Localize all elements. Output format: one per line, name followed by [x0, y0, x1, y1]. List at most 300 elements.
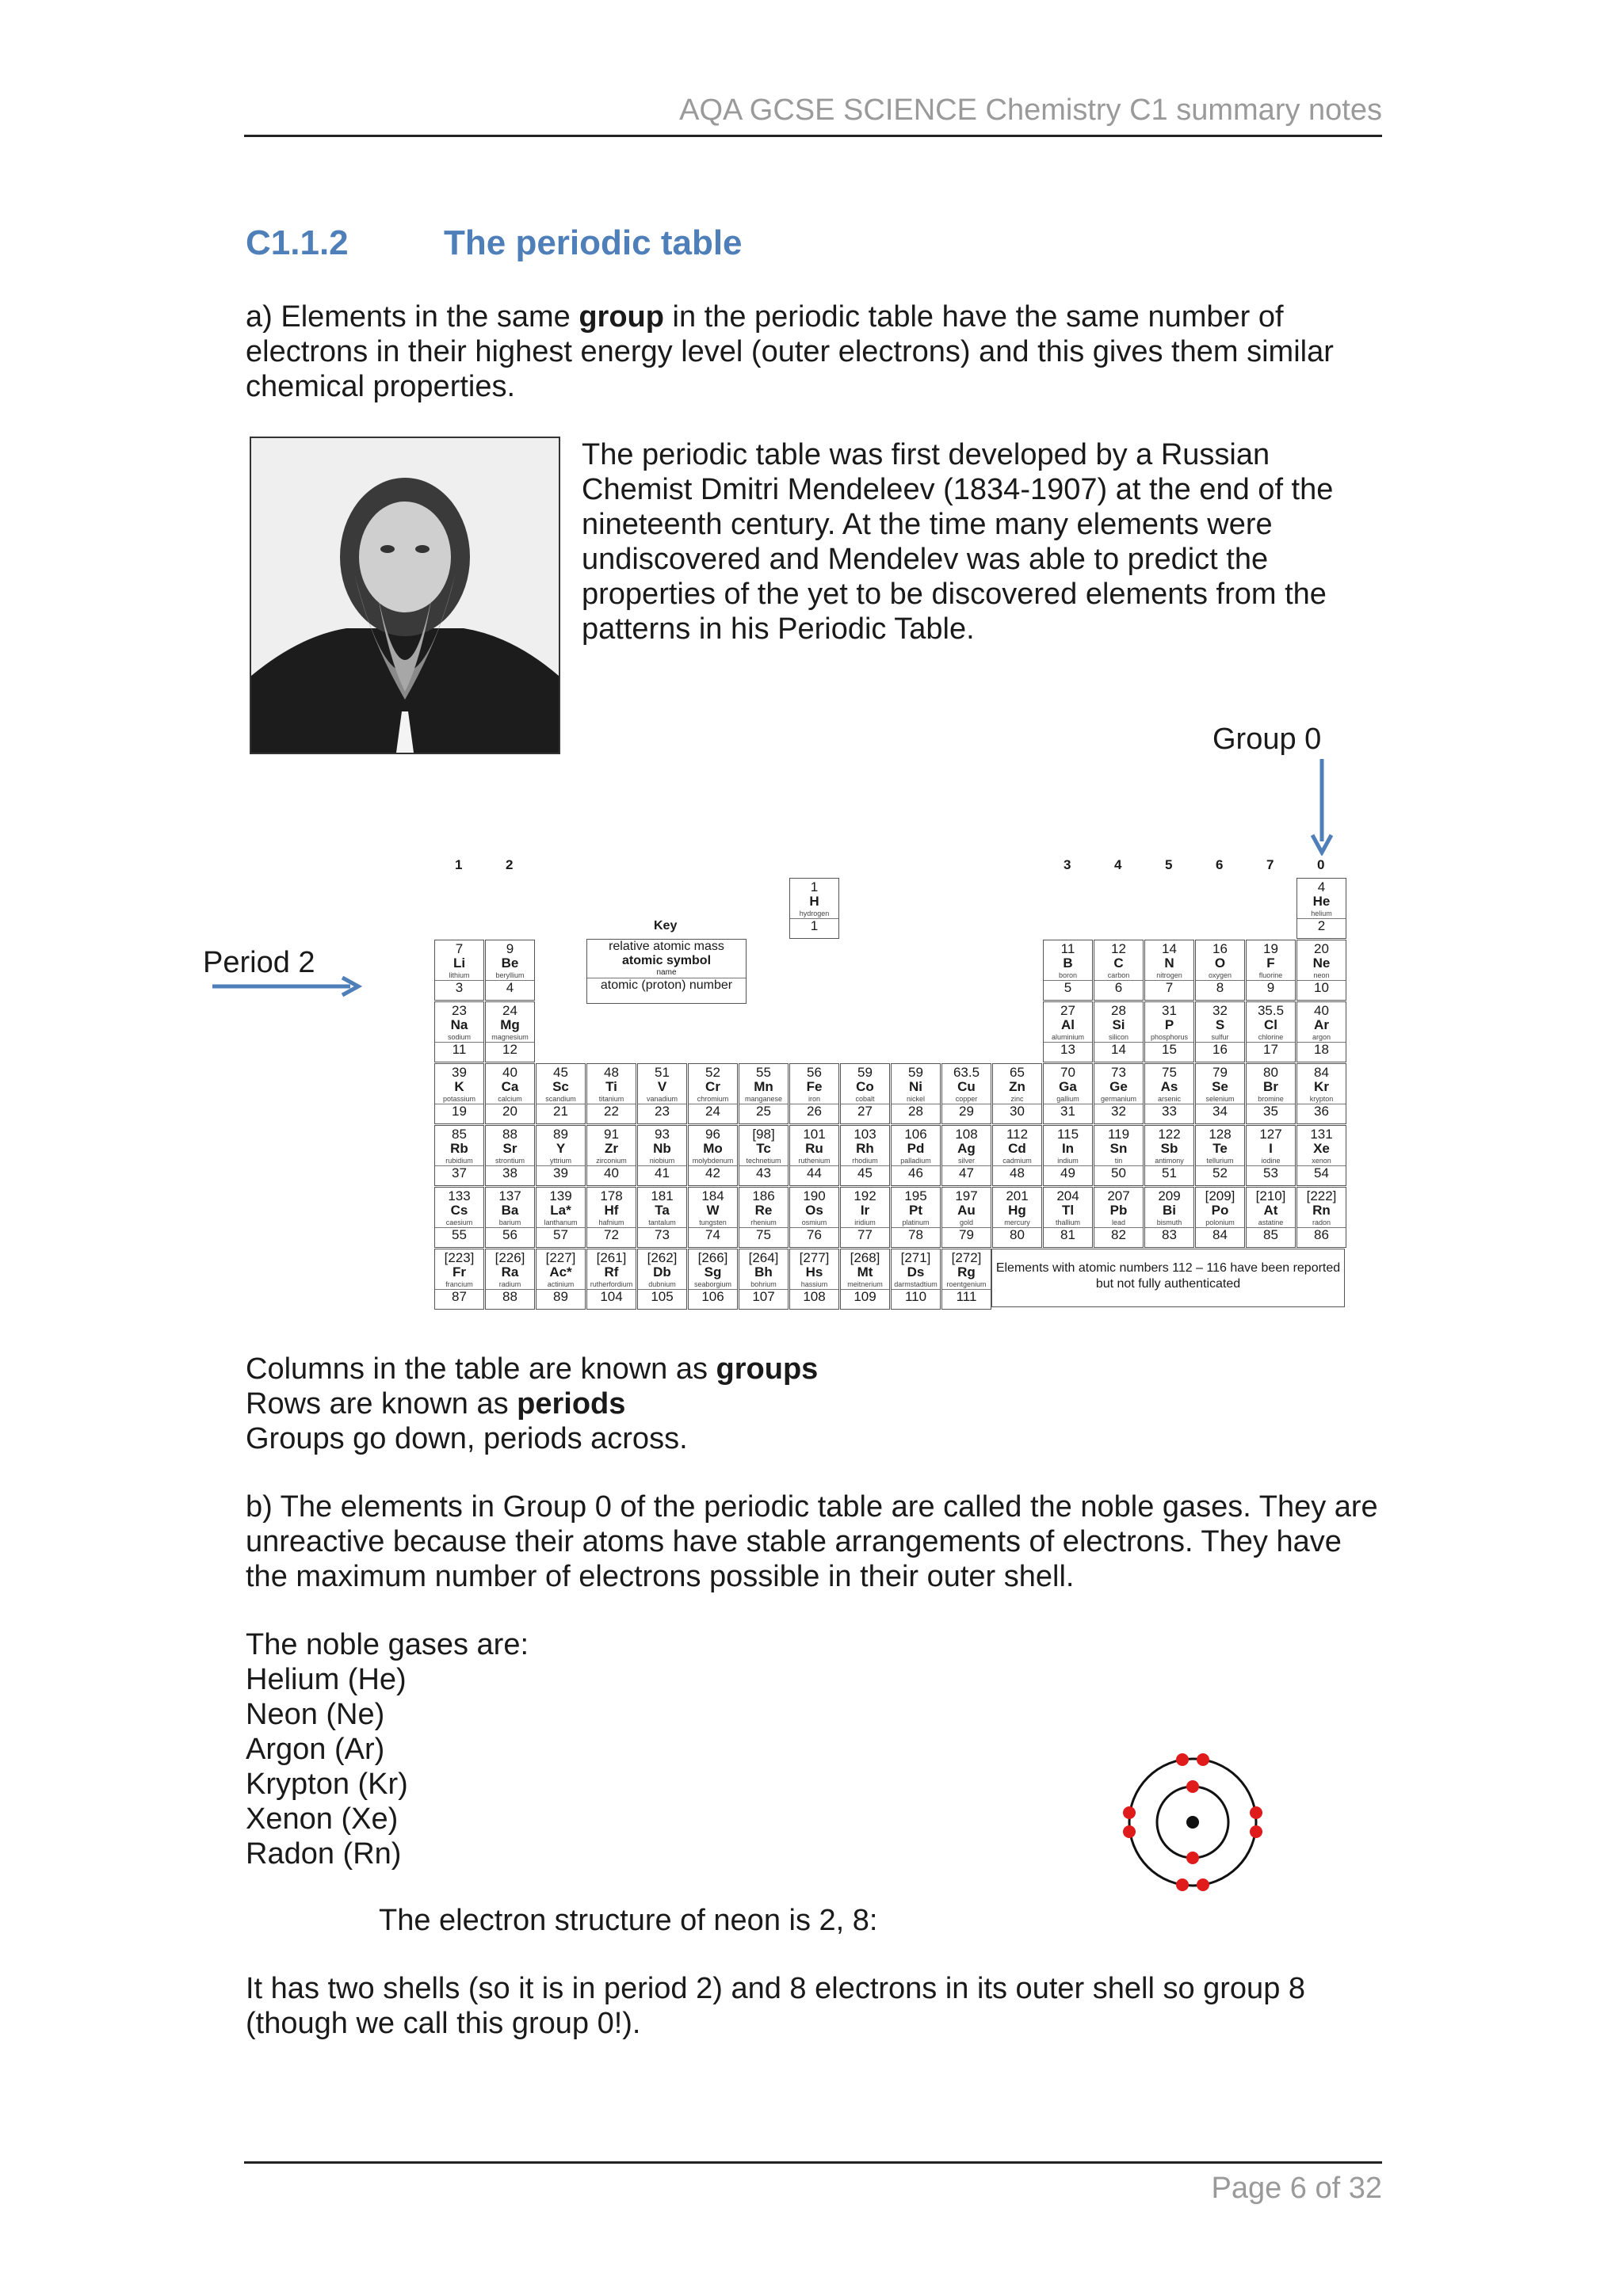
element-name: scandium: [545, 1095, 576, 1103]
element-cell-co: [840, 1063, 890, 1124]
group-header: 5: [1165, 857, 1173, 872]
header-title: AQA GCSE SCIENCE Chemistry C1 summary notes: [679, 93, 1382, 127]
list-item: Helium (He): [246, 1663, 407, 1696]
element-cell-xe: [1296, 1125, 1346, 1186]
element-mass: 24: [502, 1003, 517, 1018]
element-name: oxygen: [1208, 971, 1232, 979]
element-symbol: Mt: [857, 1264, 873, 1280]
element-cell-fr: [434, 1249, 484, 1310]
element-symbol: Cu: [957, 1079, 976, 1094]
element-number: 54: [1297, 1165, 1346, 1180]
element-cell-rh: [840, 1125, 890, 1186]
element-name: tantalum: [648, 1219, 676, 1226]
element-number: 48: [993, 1165, 1041, 1180]
element-cell-tc: [739, 1125, 789, 1186]
element-name: sodium: [447, 1033, 471, 1041]
element-name: tungsten: [699, 1219, 727, 1226]
element-number: 50: [1094, 1165, 1143, 1180]
element-number: 52: [1196, 1165, 1244, 1180]
element-cell-hf: [586, 1187, 636, 1248]
element-mass: 184: [701, 1188, 724, 1203]
element-mass: 127: [1259, 1127, 1282, 1142]
element-number: 77: [841, 1227, 889, 1242]
element-mass: 112: [1006, 1127, 1029, 1142]
element-cell-la: [536, 1187, 586, 1248]
element-number: 20: [486, 1104, 534, 1119]
element-symbol: In: [1061, 1141, 1075, 1156]
paragraph-a: [246, 299, 1379, 404]
element-mass: 204: [1056, 1188, 1079, 1203]
element-mass: 73: [1111, 1065, 1126, 1080]
element-symbol: Sn: [1109, 1141, 1128, 1156]
period2-label: Period 2: [203, 946, 315, 979]
element-cell-db: [637, 1249, 687, 1310]
element-mass: 91: [604, 1127, 619, 1142]
element-symbol: K: [454, 1079, 464, 1094]
element-mass: 16: [1212, 941, 1228, 956]
element-mass: 51: [655, 1065, 670, 1080]
element-symbol: Rf: [604, 1264, 619, 1280]
element-mass: 75: [1162, 1065, 1177, 1080]
element-cell-cu: [941, 1063, 991, 1124]
element-cell-hs: [789, 1249, 839, 1310]
element-number: 29: [942, 1104, 991, 1119]
element-number: 76: [790, 1227, 838, 1242]
intro-paragraph: The periodic table was first developed by a Russian Chemist Dmitri Mendeleev (1834-1907) at the end of the nineteenth century. At the time many elements were undiscovered and Mendelev was able to predict the properties of the yet to be discovered elements from the patterns in his Periodic Table.: [582, 438, 1334, 646]
element-name: copper: [955, 1095, 978, 1103]
element-mass: 9: [506, 941, 514, 956]
element-mass: 11: [1060, 941, 1075, 956]
element-symbol: Mo: [703, 1141, 723, 1156]
element-symbol: At: [1263, 1203, 1278, 1218]
element-cell-po: [1195, 1187, 1245, 1248]
element-number: 85: [1247, 1227, 1295, 1242]
element-mass: [262]: [647, 1250, 678, 1265]
element-symbol: Si: [1112, 1017, 1125, 1032]
element-mass: [268]: [850, 1250, 880, 1265]
element-number: 106: [689, 1289, 737, 1304]
periodic-table-note: Elements with atomic numbers 112 – 116 have been reported but not fully authenticated: [991, 1249, 1345, 1307]
columns-block: [246, 1352, 1379, 1456]
element-symbol: Db: [653, 1264, 671, 1280]
element-number: 111: [942, 1289, 991, 1304]
element-cell-cs: [434, 1187, 484, 1248]
key-symbol: atomic symbol: [621, 954, 712, 967]
element-symbol: P: [1164, 1017, 1174, 1032]
element-name: actinium: [547, 1280, 575, 1288]
element-name: meitnerium: [847, 1280, 883, 1288]
element-mass: [222]: [1306, 1188, 1337, 1203]
element-symbol: I: [1269, 1141, 1273, 1156]
element-number: 75: [739, 1227, 788, 1242]
element-name: zirconium: [596, 1157, 627, 1165]
element-mass: 197: [955, 1188, 978, 1203]
element-number: 45: [841, 1165, 889, 1180]
page-header: [244, 93, 1382, 137]
element-name: magnesium: [491, 1033, 529, 1041]
element-name: cobalt: [855, 1095, 875, 1103]
element-name: niobium: [649, 1157, 675, 1165]
group-header: 7: [1266, 857, 1274, 872]
element-cell-os: [789, 1187, 839, 1248]
element-name: argon: [1312, 1033, 1331, 1041]
element-mass: 56: [807, 1065, 822, 1080]
element-name: dubnium: [648, 1280, 676, 1288]
element-cell-zn: [992, 1063, 1042, 1124]
element-mass: 27: [1060, 1003, 1075, 1018]
element-mass: 85: [452, 1127, 467, 1142]
element-name: osmium: [801, 1219, 827, 1226]
element-name: vanadium: [646, 1095, 678, 1103]
element-cell-nb: [637, 1125, 687, 1186]
element-number: 53: [1247, 1165, 1295, 1180]
element-name: lanthanum: [544, 1219, 578, 1226]
page-number: Page 6 of 32: [1211, 2172, 1382, 2205]
element-cell-sr: [485, 1125, 535, 1186]
element-mass: 59: [908, 1065, 923, 1080]
key-number: atomic (proton) number: [587, 978, 746, 993]
element-mass: 201: [1006, 1188, 1029, 1203]
element-cell-ru: [789, 1125, 839, 1186]
element-name: strontium: [495, 1157, 525, 1165]
element-name: chromium: [697, 1095, 729, 1103]
element-name: chlorine: [1258, 1033, 1284, 1041]
element-name: iridium: [854, 1219, 876, 1226]
element-name: hassium: [800, 1280, 828, 1288]
element-name: indium: [1057, 1157, 1079, 1165]
element-cell-al: [1043, 1001, 1093, 1062]
element-cell-ne: [1296, 940, 1346, 1001]
element-name: hydrogen: [799, 910, 830, 917]
element-symbol: B: [1063, 955, 1073, 971]
element-cell-li: [434, 940, 484, 1001]
element-symbol: Tc: [756, 1141, 771, 1156]
element-symbol: Ne: [1312, 955, 1331, 971]
element-mass: [266]: [697, 1250, 728, 1265]
element-mass: [223]: [444, 1250, 475, 1265]
element-name: aluminium: [1051, 1033, 1084, 1041]
element-symbol: Os: [805, 1203, 823, 1218]
element-number: 88: [486, 1289, 534, 1304]
element-name: bismuth: [1156, 1219, 1182, 1226]
element-number: 49: [1044, 1165, 1092, 1180]
group-header: 0: [1317, 857, 1325, 872]
element-symbol: W: [706, 1203, 720, 1218]
element-symbol: Co: [856, 1079, 874, 1094]
element-mass: 96: [705, 1127, 720, 1142]
element-number: 41: [638, 1165, 686, 1180]
element-number: 78: [892, 1227, 940, 1242]
element-number: 3: [435, 980, 483, 995]
element-mass: 192: [854, 1188, 876, 1203]
element-mass: [227]: [545, 1250, 576, 1265]
element-symbol: Y: [556, 1141, 566, 1156]
element-symbol: Sg: [704, 1264, 722, 1280]
list-item: Xenon (Xe): [246, 1802, 399, 1836]
element-name: technetium: [746, 1157, 781, 1165]
element-number: 87: [435, 1289, 483, 1304]
key-title: Key: [654, 919, 678, 933]
group-header: 4: [1114, 857, 1122, 872]
element-symbol: Po: [1211, 1203, 1229, 1218]
element-mass: 139: [549, 1188, 572, 1203]
element-symbol: Ac*: [549, 1264, 572, 1280]
element-name: phosphorus: [1150, 1033, 1189, 1041]
element-cell-ba: [485, 1187, 535, 1248]
element-mass: 181: [651, 1188, 674, 1203]
key-box: [586, 939, 747, 1004]
element-symbol: H: [809, 894, 819, 909]
element-mass: 12: [1111, 941, 1126, 956]
element-number: 24: [689, 1104, 737, 1119]
element-symbol: Cr: [705, 1079, 720, 1094]
element-symbol: Cl: [1264, 1017, 1277, 1032]
element-mass: [277]: [799, 1250, 830, 1265]
element-symbol: Se: [1212, 1079, 1228, 1094]
columns-bold: groups: [716, 1352, 819, 1386]
element-name: radium: [498, 1280, 521, 1288]
element-mass: 70: [1060, 1065, 1075, 1080]
element-name: radon: [1312, 1219, 1331, 1226]
element-mass: 88: [502, 1127, 517, 1142]
list-item: Krypton (Kr): [246, 1768, 408, 1801]
element-symbol: Xe: [1313, 1141, 1330, 1156]
element-number: 13: [1044, 1042, 1092, 1057]
element-number: 51: [1145, 1165, 1193, 1180]
element-symbol: He: [1312, 894, 1331, 909]
element-mass: 178: [600, 1188, 623, 1203]
element-symbol: Sc: [552, 1079, 569, 1094]
element-symbol: Kr: [1314, 1079, 1329, 1094]
element-number: 36: [1297, 1104, 1346, 1119]
element-name: lead: [1111, 1219, 1125, 1226]
element-number: 107: [739, 1289, 788, 1304]
element-cell-tl: [1043, 1187, 1093, 1248]
key-mass: relative atomic mass: [609, 940, 724, 953]
element-mass: 7: [455, 941, 464, 956]
columns-line1: Columns in the table are known as: [246, 1352, 716, 1386]
element-name: potassium: [442, 1095, 476, 1103]
element-name: sulfur: [1211, 1033, 1229, 1041]
element-cell-ni: [891, 1063, 941, 1124]
element-mass: 63.5: [953, 1065, 980, 1080]
element-name: helium: [1311, 910, 1332, 917]
element-name: boron: [1058, 971, 1078, 979]
element-symbol: Zr: [605, 1141, 618, 1156]
element-number: 28: [892, 1104, 940, 1119]
element-mass: 108: [955, 1127, 978, 1142]
element-cell-cd: [992, 1125, 1042, 1186]
element-number: 33: [1145, 1104, 1193, 1119]
element-symbol: Pt: [909, 1203, 922, 1218]
neon-caption: The electron structure of neon is 2, 8:: [379, 1904, 878, 1937]
element-number: 46: [892, 1165, 940, 1180]
element-number: 25: [739, 1104, 788, 1119]
element-symbol: Ca: [501, 1079, 519, 1094]
element-number: 40: [587, 1165, 636, 1180]
element-name: molybdenum: [692, 1157, 734, 1165]
rows-line2: Rows are known as: [246, 1387, 517, 1421]
element-symbol: F: [1266, 955, 1275, 971]
para-a-prefix: a) Elements in the same: [246, 300, 579, 334]
element-symbol: Zn: [1009, 1079, 1025, 1094]
element-mass: 115: [1056, 1127, 1079, 1142]
element-name: palladium: [900, 1157, 931, 1165]
element-number: 34: [1196, 1104, 1244, 1119]
element-name: silver: [957, 1157, 975, 1165]
element-symbol: Pd: [907, 1141, 925, 1156]
element-mass: 190: [803, 1188, 826, 1203]
element-symbol: Be: [501, 955, 519, 971]
element-cell-o: [1195, 940, 1245, 1001]
element-name: mercury: [1004, 1219, 1030, 1226]
element-cell-ac: [536, 1249, 586, 1310]
element-symbol: Rg: [957, 1264, 976, 1280]
list-item: Neon (Ne): [246, 1698, 385, 1731]
list-item: Argon (Ar): [246, 1733, 385, 1766]
right-arrow-icon: [212, 974, 363, 998]
element-symbol: Au: [957, 1203, 976, 1218]
element-mass: 59: [857, 1065, 873, 1080]
element-number: 19: [435, 1104, 483, 1119]
element-symbol: O: [1214, 955, 1226, 971]
element-symbol: As: [1160, 1079, 1178, 1094]
element-number: 37: [435, 1165, 483, 1180]
element-cell-ca: [485, 1063, 535, 1124]
element-mass: [226]: [495, 1250, 525, 1265]
element-number: 55: [435, 1227, 483, 1242]
element-symbol: C: [1113, 955, 1124, 971]
section-heading: [246, 223, 743, 263]
element-name: xenon: [1312, 1157, 1331, 1165]
element-name: tin: [1114, 1157, 1123, 1165]
element-cell-ti: [586, 1063, 636, 1124]
element-mass: 101: [803, 1127, 826, 1142]
element-name: bromine: [1258, 1095, 1284, 1103]
para-a-bold: group: [579, 300, 664, 334]
element-number: 84: [1196, 1227, 1244, 1242]
element-number: 81: [1044, 1227, 1092, 1242]
element-number: 105: [638, 1289, 686, 1304]
element-name: hafnium: [598, 1219, 624, 1226]
element-mass: 89: [553, 1127, 568, 1142]
element-mass: 52: [705, 1065, 720, 1080]
element-symbol: Fr: [453, 1264, 466, 1280]
element-number: 82: [1094, 1227, 1143, 1242]
element-number: 11: [435, 1042, 483, 1057]
element-number: 72: [587, 1227, 636, 1242]
element-cell-mn: [739, 1063, 789, 1124]
element-mass: 186: [752, 1188, 775, 1203]
page-footer: [244, 2161, 1382, 2206]
element-symbol: Sb: [1160, 1141, 1178, 1156]
element-cell-sb: [1144, 1125, 1194, 1186]
element-symbol: Ge: [1109, 1079, 1128, 1094]
group-header: 6: [1216, 857, 1224, 872]
element-cell-ag: [941, 1125, 991, 1186]
element-symbol: Te: [1212, 1141, 1228, 1156]
element-name: neon: [1313, 971, 1330, 979]
element-name: gallium: [1056, 1095, 1079, 1103]
element-cell-pd: [891, 1125, 941, 1186]
element-mass: [209]: [1205, 1188, 1235, 1203]
element-mass: 207: [1107, 1188, 1130, 1203]
element-number: 8: [1196, 980, 1244, 995]
element-mass: 131: [1310, 1127, 1333, 1142]
element-name: germanium: [1100, 1095, 1137, 1103]
element-name: francium: [445, 1280, 473, 1288]
element-mass: 55: [756, 1065, 771, 1080]
element-symbol: Ra: [501, 1264, 519, 1280]
element-cell-mt: [840, 1249, 890, 1310]
element-number: 44: [790, 1165, 838, 1180]
element-symbol: Ds: [907, 1264, 925, 1280]
element-name: carbon: [1107, 971, 1130, 979]
element-number: 23: [638, 1104, 686, 1119]
element-cell-f: [1246, 940, 1296, 1001]
section-title: The periodic table: [444, 223, 743, 262]
group-header: 3: [1064, 857, 1071, 872]
element-mass: 84: [1314, 1065, 1329, 1080]
element-mass: [210]: [1255, 1188, 1286, 1203]
rows-bold: periods: [517, 1387, 626, 1421]
element-cell-v: [637, 1063, 687, 1124]
element-number: 22: [587, 1104, 636, 1119]
noble-heading: The noble gases are:: [246, 1628, 529, 1661]
element-mass: 103: [854, 1127, 876, 1142]
element-symbol: Ru: [805, 1141, 823, 1156]
element-symbol: Ta: [655, 1203, 670, 1218]
element-number: 35: [1247, 1104, 1295, 1119]
element-cell-c: [1094, 940, 1144, 1001]
element-name: bohrium: [750, 1280, 777, 1288]
element-name: antimony: [1155, 1157, 1184, 1165]
element-number: 15: [1145, 1042, 1193, 1057]
key-name: name: [656, 968, 677, 977]
element-cell-ra: [485, 1249, 535, 1310]
element-cell-i: [1246, 1125, 1296, 1186]
element-symbol: Bh: [754, 1264, 773, 1280]
element-cell-fe: [789, 1063, 839, 1124]
element-mass: 122: [1158, 1127, 1181, 1142]
element-name: darmstadtium: [894, 1280, 938, 1288]
element-mass: 119: [1107, 1127, 1130, 1142]
element-mass: 106: [904, 1127, 927, 1142]
element-mass: 45: [553, 1065, 568, 1080]
element-symbol: Br: [1263, 1079, 1278, 1094]
element-symbol: Hg: [1008, 1203, 1026, 1218]
element-cell-rf: [586, 1249, 636, 1310]
element-mass: 19: [1263, 941, 1278, 956]
element-name: nickel: [906, 1095, 925, 1103]
element-cell-mo: [688, 1125, 738, 1186]
element-number: 110: [892, 1289, 940, 1304]
element-name: yttrium: [550, 1157, 571, 1165]
element-name: silicon: [1108, 1033, 1128, 1041]
element-cell-y: [536, 1125, 586, 1186]
element-name: caesium: [445, 1219, 473, 1226]
element-cell-hg: [992, 1187, 1042, 1248]
element-symbol: Na: [450, 1017, 468, 1032]
element-symbol: Hs: [805, 1264, 823, 1280]
element-name: beryllium: [495, 971, 525, 979]
element-name: cadmium: [1002, 1157, 1032, 1165]
group-header: 1: [455, 857, 463, 872]
element-symbol: Ti: [605, 1079, 617, 1094]
element-number: 21: [537, 1104, 585, 1119]
element-name: polonium: [1205, 1219, 1235, 1226]
element-name: ruthenium: [798, 1157, 831, 1165]
